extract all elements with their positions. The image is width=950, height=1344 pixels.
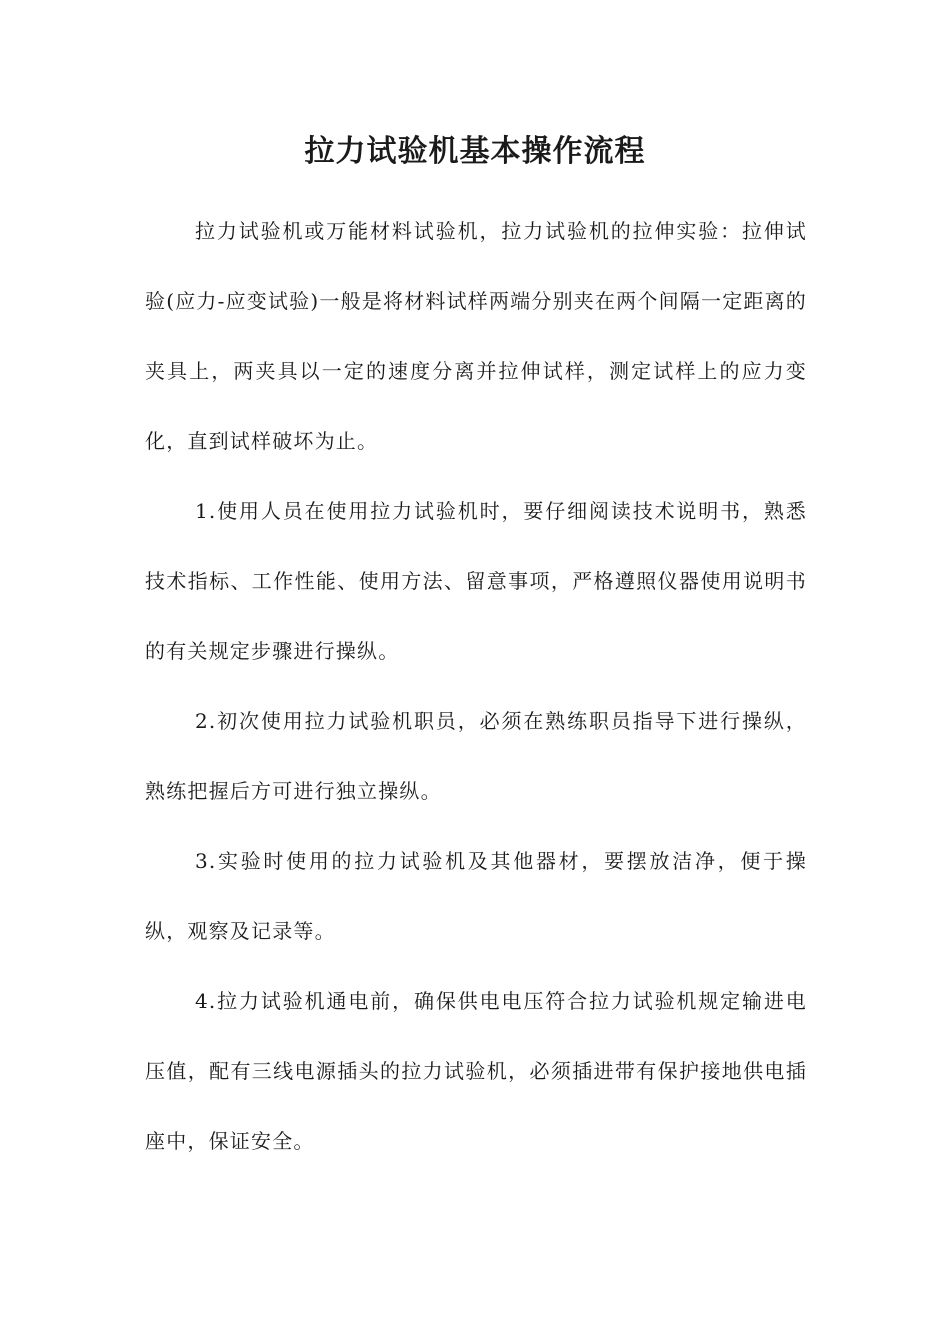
document-title: 拉力试验机基本操作流程 [304,134,646,169]
paragraph-step-4: 4.拉力试验机通电前，确保供电电压符合拉力试验机规定输进电压值，配有三线电源插头的拉力试验机，必须插进带有保护接地供电插座中，保证安全。 [145,989,807,1153]
paragraph-step-2: 2.初次使用拉力试验机职员，必须在熟练职员指导下进行操纵，熟练把握后方可进行独立操纵。 [145,709,807,803]
paragraph-step-3: 3.实验时使用的拉力试验机及其他器材，要摆放洁净，便于操纵，观察及记录等。 [145,849,807,943]
paragraph-intro: 拉力试验机或万能材料试验机，拉力试验机的拉伸实验：拉伸试验(应力-应变试验)一般是将材料试样两端分别夹在两个间隔一定距离的夹具上，两夹具以一定的速度分离并拉伸试样，测定试样上的应力变化，直到试样破坏为止。 [145,219,807,453]
paragraph-step-1: 1.使用人员在使用拉力试验机时，要仔细阅读技术说明书，熟悉技术指标、工作性能、使用方法、留意事项，严格遵照仪器使用说明书的有关规定步骤进行操纵。 [145,499,807,663]
document-body [145,196,807,1176]
